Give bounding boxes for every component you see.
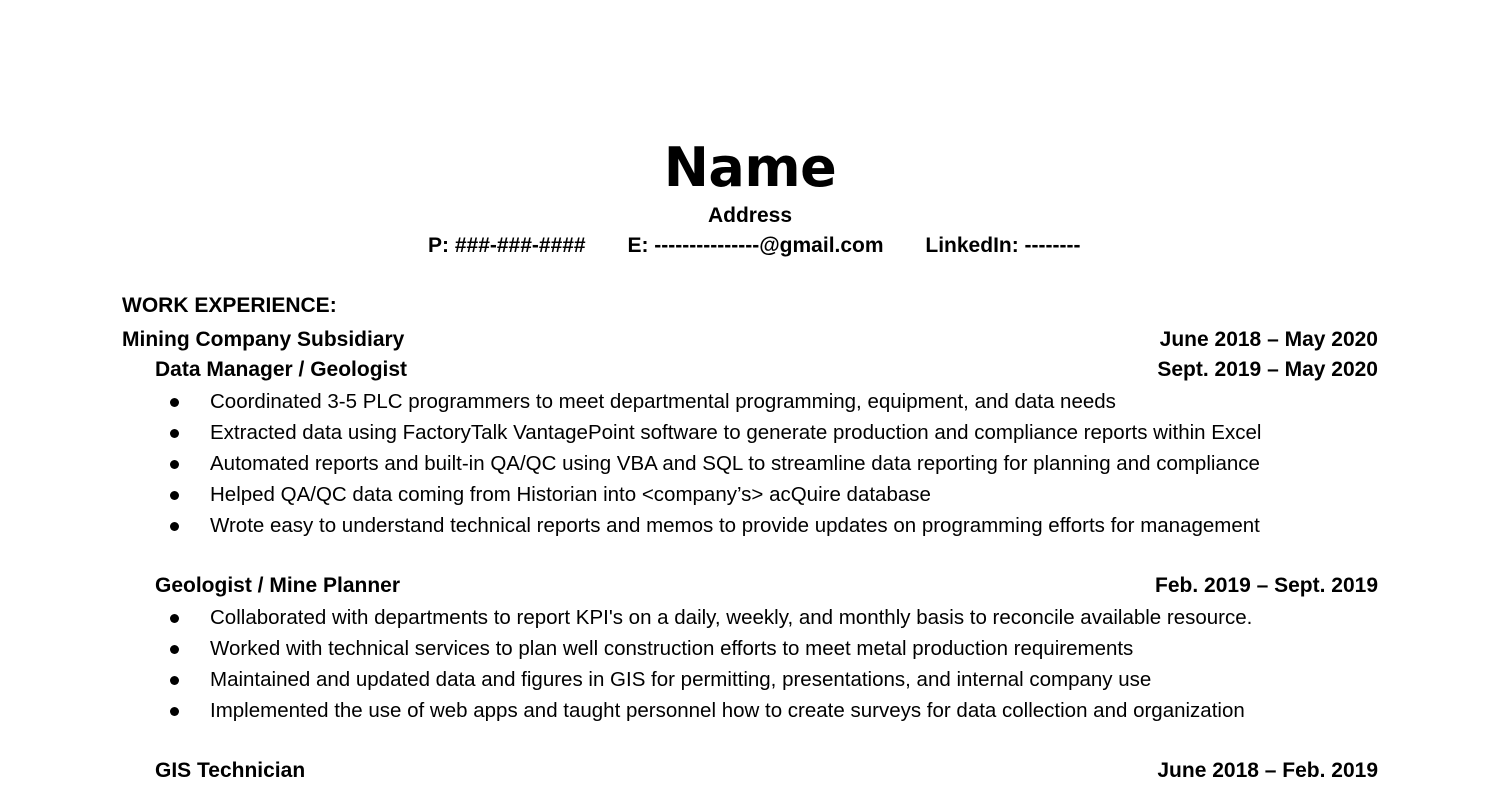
contact-line <box>428 232 1081 260</box>
list-item: Automated reports and built-in QA/QC using VBA and SQL to streamline data reporting for planning and compliance <box>0 450 1261 481</box>
role-dates: Sept. 2019 – May 2020 <box>1157 358 1378 381</box>
candidate-name: Name <box>663 136 837 199</box>
list-item: Implemented the use of web apps and taught personnel how to create surveys for data collection and organization <box>0 697 1252 728</box>
role-row <box>122 356 1378 384</box>
bullet-icon <box>170 398 179 407</box>
list-item: Collaborated with departments to report KPI's on a daily, weekly, and monthly basis to reconcile available resource. <box>0 604 1252 635</box>
bullet-icon <box>170 460 179 469</box>
linkedin: LinkedIn: -------- <box>925 234 1081 257</box>
bullet-icon <box>170 429 179 438</box>
role-dates: Feb. 2019 – Sept. 2019 <box>1155 574 1378 597</box>
role-dates: June 2018 – Feb. 2019 <box>1157 759 1378 782</box>
role-title: Data Manager / Geologist <box>155 358 408 381</box>
role-title: GIS Technician <box>155 759 306 782</box>
bullet-icon <box>170 707 179 716</box>
company-name: Mining Company Subsidiary <box>122 328 405 351</box>
work-experience-heading: WORK EXPERIENCE: <box>122 294 337 317</box>
role-title: Geologist / Mine Planner <box>155 574 401 597</box>
role-row <box>122 572 1378 600</box>
list-item: Worked with technical services to plan well construction efforts to meet metal production requirements <box>0 635 1252 666</box>
list-item: Helped QA/QC data coming from Historian into <company’s> acQuire database <box>0 481 1261 512</box>
role-bullets <box>0 388 1261 543</box>
email: E: ---------------@gmail.com <box>627 234 884 257</box>
company-row <box>122 326 1378 354</box>
list-item: Maintained and updated data and figures in GIS for permitting, presentations, and internal company use <box>0 666 1252 697</box>
phone: P: ###-###-#### <box>428 234 586 257</box>
company-dates: June 2018 – May 2020 <box>1159 328 1378 351</box>
list-item: Coordinated 3-5 PLC programmers to meet departmental programming, equipment, and data needs <box>0 388 1261 419</box>
bullet-icon <box>170 645 179 654</box>
bullet-icon <box>170 676 179 685</box>
bullet-icon <box>170 522 179 531</box>
bullet-icon <box>170 614 179 623</box>
list-item: Wrote easy to understand technical reports and memos to provide updates on programming efforts for management <box>0 512 1261 543</box>
role-bullets <box>0 604 1252 728</box>
address: Address <box>707 204 793 227</box>
role-row <box>122 757 1378 785</box>
list-item: Extracted data using FactoryTalk VantagePoint software to generate production and compliance reports within Excel <box>0 419 1261 450</box>
bullet-icon <box>170 491 179 500</box>
